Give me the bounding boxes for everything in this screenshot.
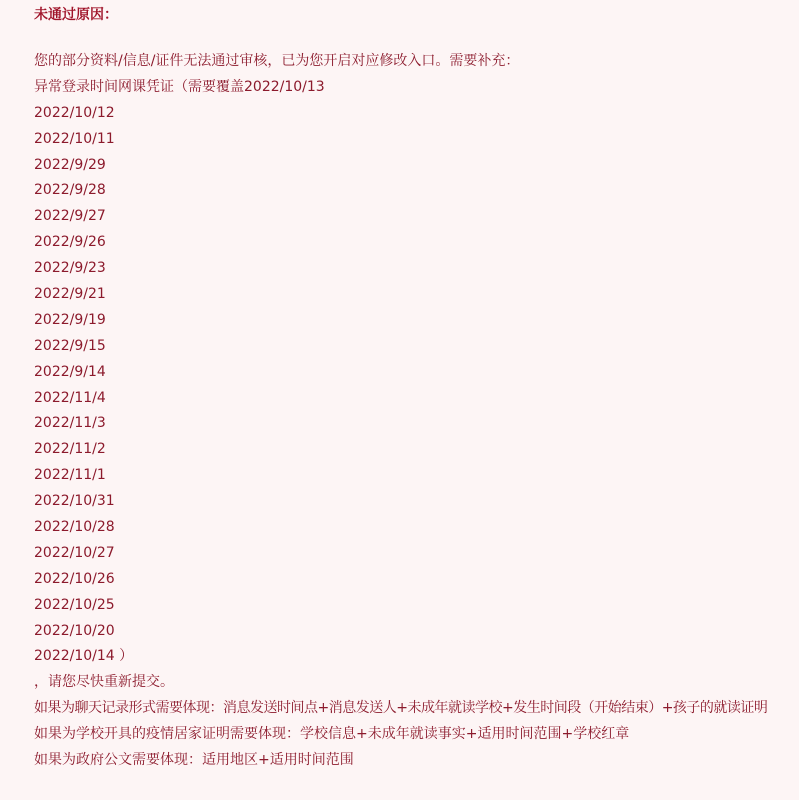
date-item: 2022/9/27: [34, 208, 106, 225]
date-item: 2022/9/29: [34, 156, 106, 173]
resubmit-text: ，请您尽快重新提交。: [34, 674, 174, 691]
rule-chat-record: 如果为聊天记录形式需要体现：消息发送时间点+消息发送人+未成年就读学校+发生时间段（开始结束）+孩子的就读证明: [34, 700, 768, 717]
date-item: 2022/9/26: [34, 234, 106, 251]
date-item: 2022/9/21: [34, 286, 106, 303]
rejection-message: [34, 49, 794, 774]
date-item: 2022/10/31: [34, 493, 115, 510]
date-item: 2022/9/14: [34, 363, 106, 380]
date-item: 2022/10/14 ）: [34, 648, 134, 665]
date-item: 2022/10/27: [34, 544, 115, 561]
date-item: 2022/9/19: [34, 311, 106, 328]
date-item: 2022/10/12: [34, 104, 115, 121]
date-item: 2022/9/23: [34, 260, 106, 277]
date-item: 2022/10/11: [34, 130, 115, 147]
date-item: 2022/9/28: [34, 182, 106, 199]
date-item: 2022/10/25: [34, 596, 115, 613]
date-item: 2022/11/4: [34, 389, 106, 406]
rejection-title: 未通过原因：: [34, 7, 118, 23]
date-item: 2022/11/3: [34, 415, 106, 432]
date-item: 2022/11/1: [34, 467, 106, 484]
requirement-text: 异常登录时间网课凭证（需要覆盖2022/10/13: [34, 78, 325, 95]
intro-text: 您的部分资料/信息/证件无法通过审核，已为您开启对应修改入口。需要补充：: [34, 53, 520, 69]
date-item: 2022/10/26: [34, 570, 115, 587]
rule-school-certificate: 如果为学校开具的疫情居家证明需要体现：学校信息+未成年就读事实+适用时间范围+学校红章: [34, 726, 630, 743]
date-item: 2022/10/28: [34, 519, 115, 536]
date-item: 2022/9/15: [34, 337, 106, 354]
date-item: 2022/11/2: [34, 441, 106, 458]
date-item: 2022/10/20: [34, 622, 115, 639]
rule-government-document: 如果为政府公文需要体现：适用地区+适用时间范围: [34, 752, 354, 769]
